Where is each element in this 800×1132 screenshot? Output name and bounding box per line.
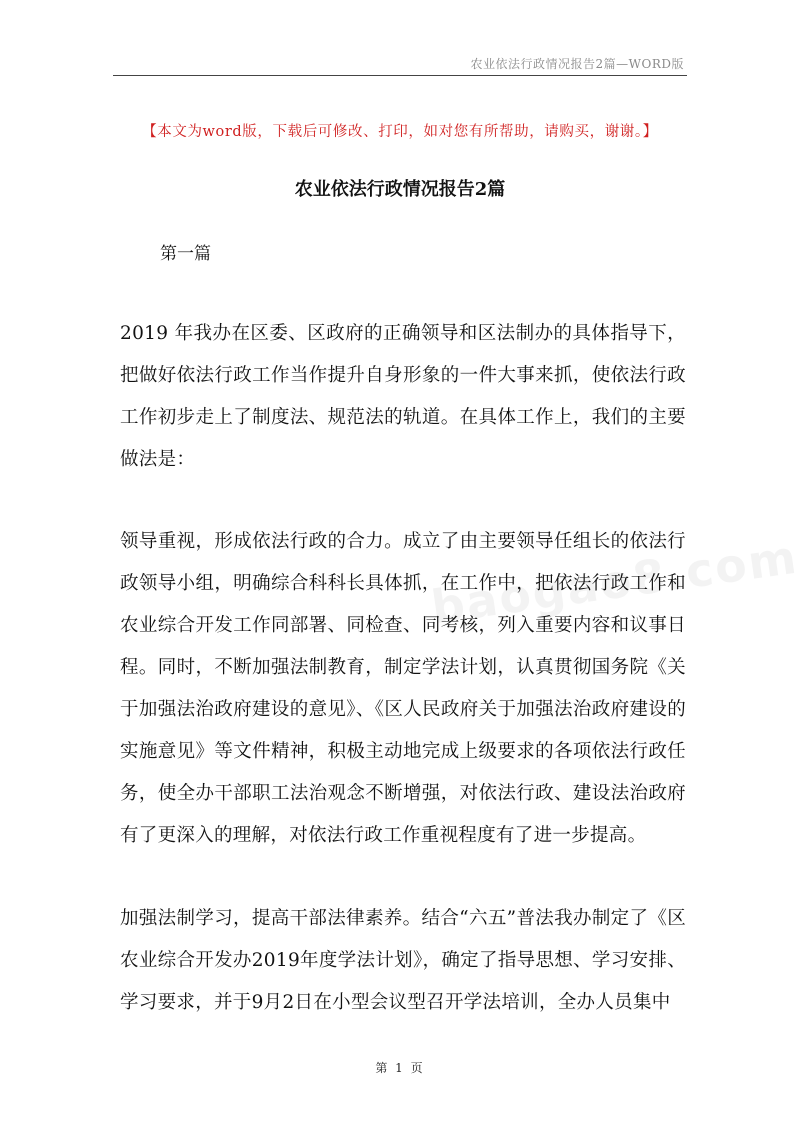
paragraph-legal-study: 加强法制学习，提高干部法律素养。结合“六五”普法我办制定了《区农业综合开发办2019年度学法计划》，确定了指导思想、学习安排、学习要求，并于9月2日在小型会议型召开学法培训，全办人员集中 [120, 908, 686, 1013]
page-number: 第 1 页 [375, 1061, 425, 1075]
paragraph-leadership: 领导重视，形成依法行政的合力。成立了由主要领导任组长的依法行政领导小组，明确综合科科长具体抓，在工作中，把依法行政工作和农业综合开发工作同部署、同检查、同考核，列入重要内容和议事日程。同时，不断加强法制教育，制定学法计划，认真贯彻国务院《关于加强法治政府建设的意见》、《区人民政府关于加强法治政府建设的实施意见》等文件精神，积极主动地完成上级要求的各项依法行政任务，使全办干部职工法治观念不断增强，对依法行政、建设法治政府有了更深入的理解，对依法行政工作重视程度有了进一步提高。 [120, 531, 686, 846]
purchase-notice: 【本文为word版，下载后可修改、打印，如对您有所帮助，请购买，谢谢。】 [142, 124, 658, 140]
section-label: 第一篇 [160, 244, 211, 264]
document-title: 农业依法行政情况报告2篇 [294, 179, 506, 200]
running-header: 农业依法行政情况报告2篇—WORD版 [470, 57, 684, 71]
header-divider [113, 75, 687, 76]
paragraph-intro: 2019 年我办在区委、区政府的正确领导和区法制办的具体指导下，把做好依法行政工作当作提升自身形象的一件大事来抓，使依法行政工作初步走上了制度法、规范法的轨道。在具体工作上，我们的主要做法是： [120, 323, 686, 470]
